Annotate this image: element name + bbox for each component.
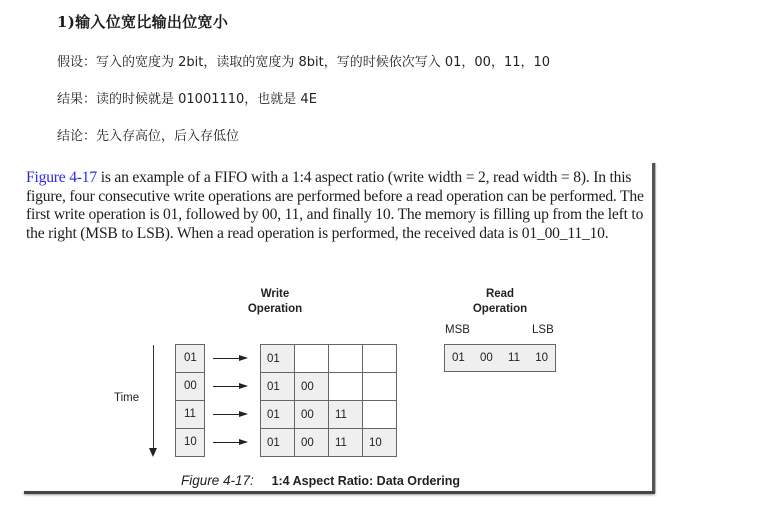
- paragraph-body: is an example of a FIFO with a 1:4 aspect ratio (write width = 2, read width = 8). In this figure, four consecutive write operations are performed before a read operation can be performed. The first write operation is 01, followed by 00, 11, and finally 10. The memory is filling up from the left to the right (MSB to LSB). When a read operation is performed, the received data is 01_00_11_10.: [26, 169, 644, 242]
- memory-row: [261, 373, 397, 401]
- write-input-cell: 10: [176, 429, 204, 456]
- memory-cell: [363, 373, 397, 401]
- figure-link[interactable]: Figure 4-17: [26, 169, 97, 186]
- write-operation-title: [230, 287, 320, 317]
- memory-cell: 01: [261, 401, 295, 429]
- result-text: 结果：读的时候就是 01001110，也就是 4E: [57, 92, 317, 107]
- read-output-box: [444, 344, 556, 372]
- write-input-cell: 00: [176, 373, 204, 401]
- memory-cell: [363, 401, 397, 429]
- arrow-right-icon: [213, 358, 246, 359]
- write-input-column: [175, 344, 205, 457]
- assumption-text: 假设：写入的宽度为 2bit，读取的宽度为 8bit，写的时候依次写入 01，00，11，10: [57, 55, 551, 70]
- read-title-line1: Read: [485, 288, 515, 300]
- figure-caption: [181, 473, 460, 488]
- time-label: Time: [114, 392, 140, 404]
- msb-label: MSB: [445, 324, 470, 336]
- figure-frame-bottom-edge: [24, 491, 655, 494]
- read-output-value: 11: [508, 352, 520, 364]
- memory-cell: 10: [363, 429, 397, 457]
- conclusion-text: 结论：先入存高位，后入存低位: [57, 129, 240, 144]
- caption-number: Figure 4-17:: [181, 473, 254, 488]
- figure-frame-right-edge: [652, 163, 655, 493]
- read-output-value: 00: [480, 352, 493, 364]
- memory-cell: [295, 345, 329, 373]
- caption-title: 1:4 Aspect Ratio: Data Ordering: [271, 474, 461, 488]
- memory-cell: 01: [261, 345, 295, 373]
- memory-row: [261, 345, 397, 373]
- write-title-line2: Operation: [247, 303, 303, 315]
- write-input-cell: 11: [176, 401, 204, 429]
- write-title-line1: Write: [260, 288, 290, 300]
- read-output-value: 10: [535, 352, 548, 364]
- memory-cell: 11: [329, 429, 363, 457]
- lsb-label: LSB: [532, 324, 554, 336]
- memory-cell: 11: [329, 401, 363, 429]
- time-axis-line: [153, 345, 154, 451]
- time-arrow-down-icon: [149, 448, 157, 457]
- memory-cell: 01: [261, 373, 295, 401]
- section-heading: 1)输入位宽比输出位宽小: [57, 13, 229, 31]
- memory-cell: 00: [295, 373, 329, 401]
- read-output-value: 01: [452, 352, 465, 364]
- read-operation-title: [455, 287, 545, 317]
- memory-row: [261, 401, 397, 429]
- memory-cell: [329, 373, 363, 401]
- memory-row: [261, 429, 397, 457]
- memory-cell: 01: [261, 429, 295, 457]
- arrow-right-icon: [213, 442, 246, 443]
- arrow-right-icon: [213, 414, 246, 415]
- memory-cell: [329, 345, 363, 373]
- memory-grid: [260, 344, 397, 457]
- arrow-right-icon: [213, 386, 246, 387]
- write-input-cell: 01: [176, 345, 204, 373]
- memory-cell: 00: [295, 401, 329, 429]
- read-title-line2: Operation: [472, 303, 528, 315]
- memory-cell: [363, 345, 397, 373]
- memory-cell: 00: [295, 429, 329, 457]
- figure-paragraph: [26, 169, 651, 243]
